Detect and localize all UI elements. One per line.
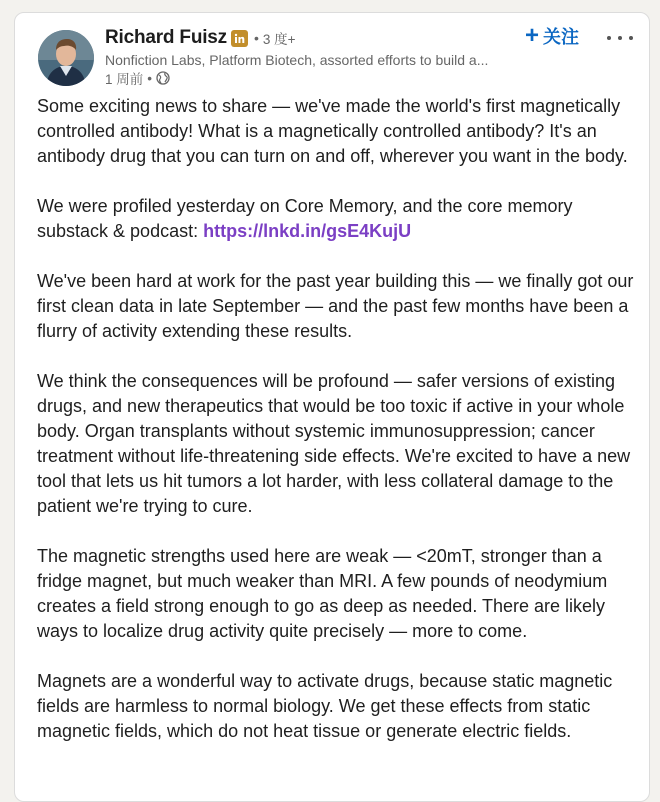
follow-button[interactable] [525, 23, 579, 49]
post-paragraph: We've been hard at work for the past year building this — we finally got our first clean data in late September — and the past few months have been a flurry of activity extending these results. [37, 271, 634, 341]
post-paragraph: Some exciting news to share — we've made the world's first magnetically controlled antibody! What is a magnetically controlled antibody? It's an antibody drug that you can turn on and off, wherever you want in the body. [37, 96, 628, 166]
post-body [37, 94, 642, 769]
more-options-icon[interactable] [607, 31, 633, 45]
post-paragraph [37, 194, 642, 244]
follow-label: 关注 [543, 27, 580, 47]
author-name-row [105, 27, 296, 49]
author-name[interactable]: Richard Fuisz [105, 27, 227, 48]
author-avatar[interactable] [38, 30, 94, 86]
plus-icon: + [525, 22, 540, 49]
separator-dot: • [253, 30, 259, 46]
post-paragraph: The magnetic strengths used here are weak — <20mT, stronger than a fridge magnet, but much weaker than MRI. A few pounds of neodymium creates a field strong enough to go as deep as needed. There are likely ways to localize drug activity quite precisely — more to come. [37, 546, 608, 641]
post-paragraph: Magnets are a wonderful way to activate drugs, because static magnetic fields are harmless to normal biology. We get these effects from static magnetic fields, which do not heat tissue or generate electric fields. [37, 671, 613, 741]
post-card [14, 12, 650, 802]
article-link[interactable]: https://lnkd.in/gsE4KujU [203, 221, 412, 241]
avatar-photo [38, 30, 94, 86]
globe-icon [156, 71, 170, 85]
post-time: 1 周前 [105, 72, 144, 87]
post-paragraph-text: We were profiled yesterday on Core Memory, and the core memory substack & podcast: [37, 196, 573, 241]
post-meta [105, 68, 170, 88]
separator-dot: • [147, 70, 152, 86]
author-headline: Nonfiction Labs, Platform Biotech, assorted efforts to build a... [105, 52, 489, 68]
linkedin-icon [231, 30, 248, 47]
connection-degree: 3 度+ [262, 32, 296, 47]
post-paragraph: We think the consequences will be profound — safer versions of existing drugs, and new therapeutics that would be too toxic if active in your whole body. Organ transplants without systemic immunosuppression; cancer treatment without life-threatening side effects. We're excited to have a new tool that lets us hit tumors a lot harder, with less collateral damage to the patient we're trying to cure. [37, 371, 631, 516]
